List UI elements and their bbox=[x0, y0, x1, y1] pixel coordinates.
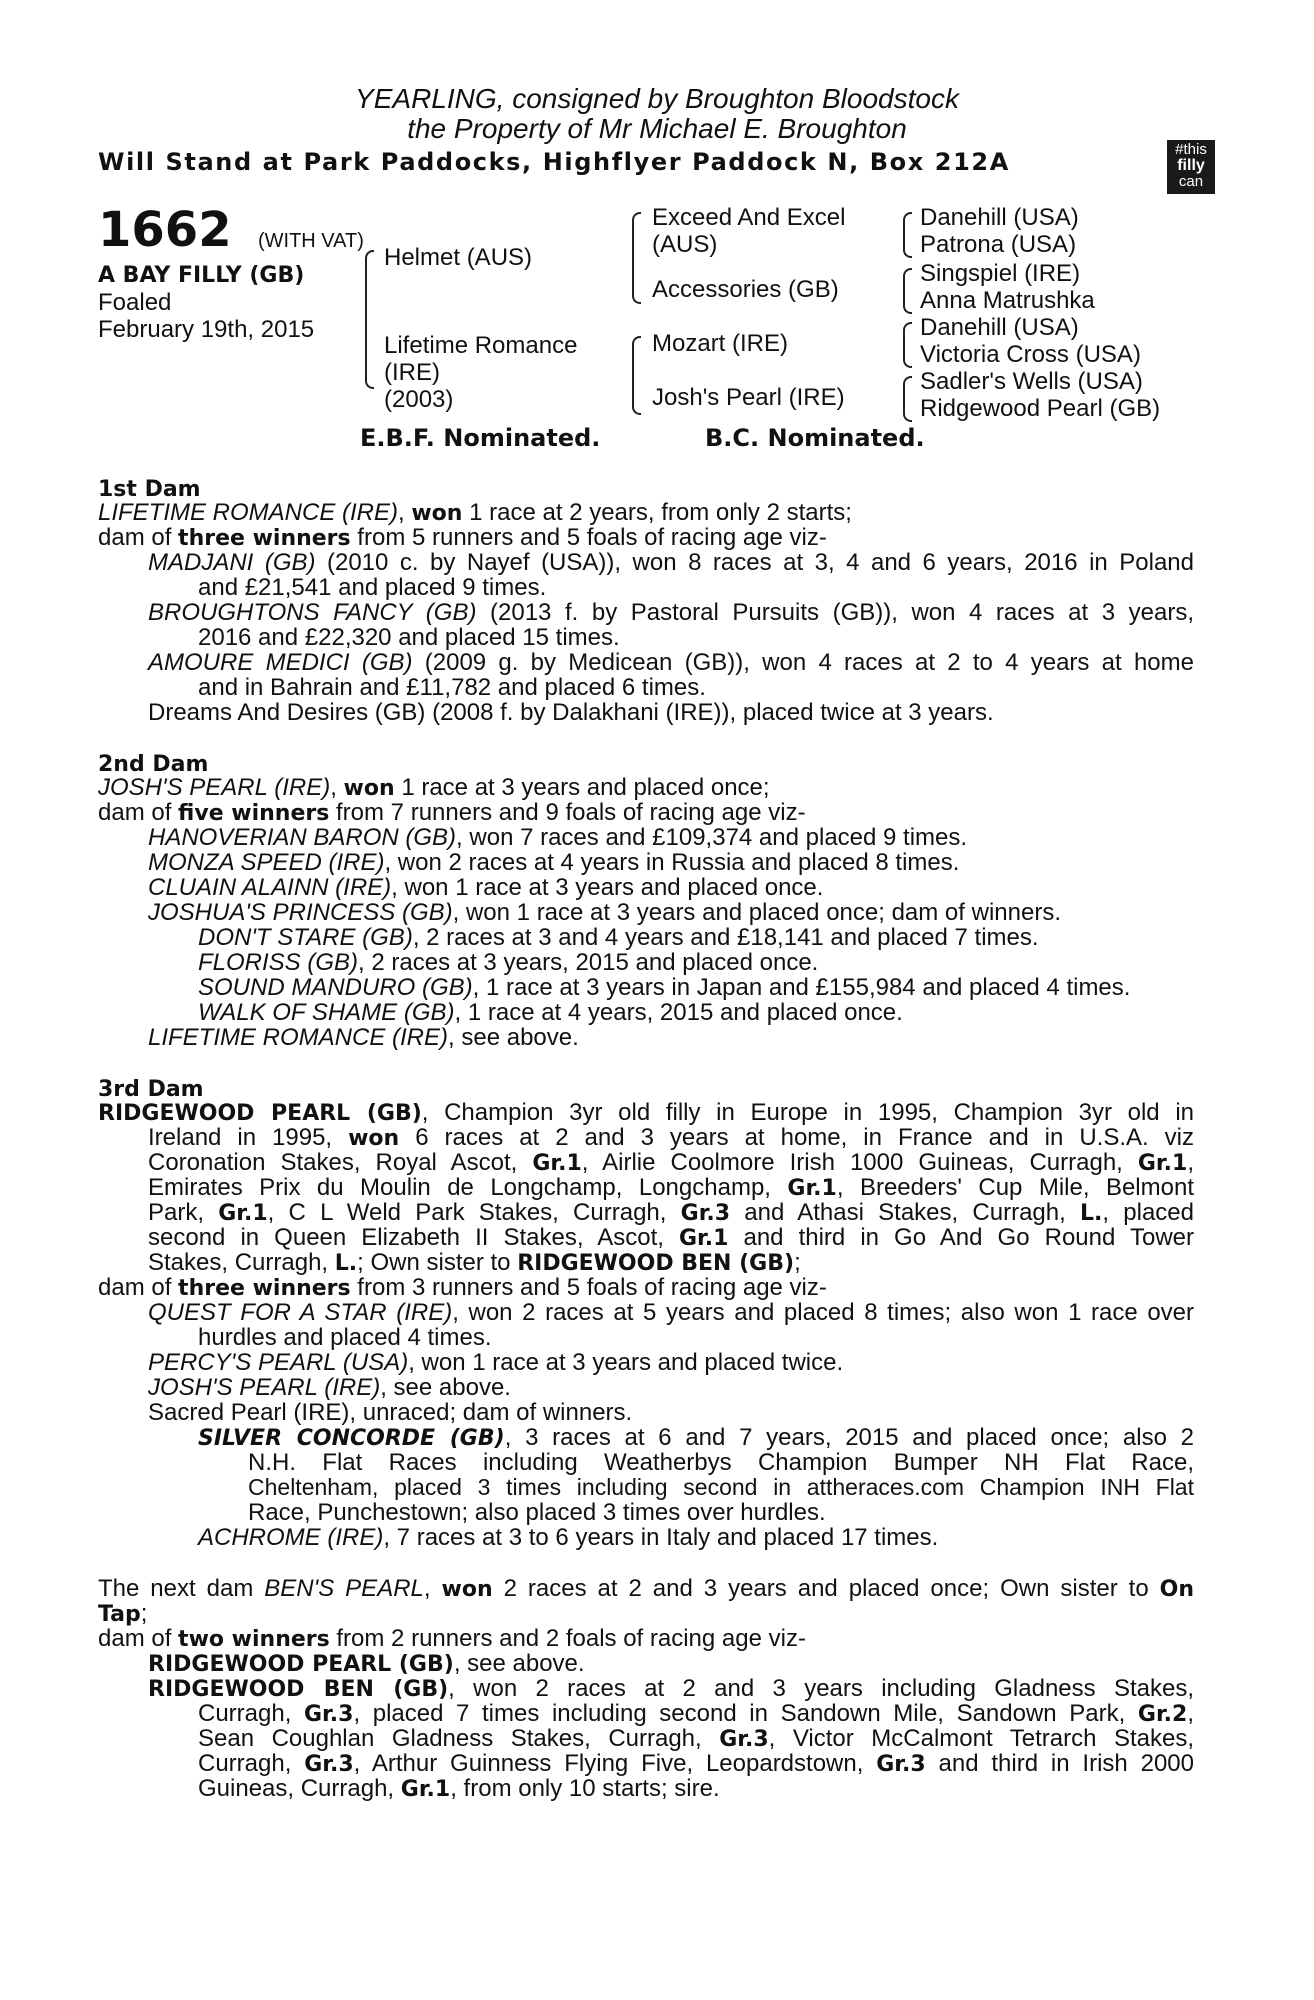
pedigree-brace bbox=[632, 212, 641, 304]
sire-dam: Accessories (GB) bbox=[652, 276, 839, 303]
pedigree-brace bbox=[903, 376, 912, 422]
offspring-entry: Sacred Pearl (IRE), unraced; dam of winners. bbox=[148, 1399, 633, 1426]
dam-summary-cont: Stakes, Curragh, L.; Own sister to RIDGEWOOD BEN (GB); bbox=[148, 1249, 801, 1276]
logo-text-2: filly bbox=[1177, 157, 1205, 174]
offspring-entry: RIDGEWOOD PEARL (GB), see above. bbox=[148, 1650, 585, 1677]
grandparent-1: Danehill (USA) bbox=[920, 204, 1079, 231]
grandparent-4: Anna Matrushka bbox=[920, 287, 1095, 314]
offspring-entry-cont: and £21,541 and placed 9 times. bbox=[198, 574, 547, 601]
foaled-date: February 19th, 2015 bbox=[98, 316, 315, 343]
dam-summary-cont: Ireland in 1995, won 6 races at 2 and 3 years at home, in France and in U.S.A. viz bbox=[148, 1124, 1195, 1151]
offspring-entry: AMOURE MEDICI (GB) (2009 g. by Medicean (GB)), won 4 races at 2 to 4 years at home bbox=[148, 649, 1194, 676]
pedigree-brace bbox=[365, 250, 374, 389]
grandparent-3: Singspiel (IRE) bbox=[920, 260, 1081, 287]
offspring-entry-cont: Curragh, Gr.3, placed 7 times including second in Sandown Mile, Sandown Park, Gr.2, bbox=[198, 1700, 1195, 1727]
dam-year: (2003) bbox=[384, 386, 454, 413]
grand-offspring-entry-cont: N.H. Flat Races including Weatherbys Champion Bumper NH Flat Race, bbox=[248, 1449, 1194, 1476]
offspring-entry: BROUGHTONS FANCY (GB) (2013 f. by Pastoral Pursuits (GB)), won 4 races at 3 years, bbox=[148, 599, 1194, 626]
offspring-entry-cont: 2016 and £22,320 and placed 15 times. bbox=[198, 624, 620, 651]
grand-offspring-entry: FLORISS (GB), 2 races at 3 years, 2015 and placed once. bbox=[198, 949, 819, 976]
offspring-entry: JOSHUA'S PRINCESS (GB), won 1 race at 3 years and placed once; dam of winners. bbox=[148, 899, 1061, 926]
next-dam-summary: The next dam BEN'S PEARL, won 2 races at 2 and 3 years and placed once; Own sister to On bbox=[98, 1575, 1195, 1602]
offspring-entry-cont: Curragh, Gr.3, Arthur Guinness Flying Five, Leopardstown, Gr.3 and third in Irish 2000 bbox=[198, 1750, 1194, 1777]
offspring-entry: CLUAIN ALAINN (IRE), won 1 race at 3 years and placed once. bbox=[148, 874, 824, 901]
offspring-entry: MADJANI (GB) (2010 c. by Nayef (USA)), won 8 races at 3, 4 and 6 years, 2016 in Poland bbox=[148, 549, 1194, 576]
pedigree-brace bbox=[632, 336, 641, 415]
offspring-entry: PERCY'S PEARL (USA), won 1 race at 3 years and placed twice. bbox=[148, 1349, 844, 1376]
grandparent-7: Sadler's Wells (USA) bbox=[920, 368, 1143, 395]
grand-offspring-entry: SILVER CONCORDE (GB), 3 races at 6 and 7 years, 2015 and placed once; also 2 bbox=[198, 1424, 1194, 1451]
grand-offspring-entry: WALK OF SHAME (GB), 1 race at 4 years, 2015 and placed once. bbox=[198, 999, 903, 1026]
dam-summary-cont: second in Queen Elizabeth II Stakes, Ascot, Gr.1 and third in Go And Go Round Tower bbox=[148, 1224, 1194, 1251]
offspring-entry: JOSH'S PEARL (IRE), see above. bbox=[148, 1374, 511, 1401]
dam-summary-cont: Emirates Prix du Moulin de Longchamp, Longchamp, Gr.1, Breeders' Cup Mile, Belmont bbox=[148, 1174, 1194, 1201]
dam-produce-summary: dam of five winners from 7 runners and 9 foals of racing age viz- bbox=[98, 799, 806, 826]
offspring-entry: QUEST FOR A STAR (IRE), won 2 races at 5 years and placed 8 times; also won 1 race over bbox=[148, 1299, 1195, 1326]
dam-summary-cont: Park, Gr.1, C L Weld Park Stakes, Curragh, Gr.3 and Athasi Stakes, Curragh, L., placed bbox=[148, 1199, 1194, 1226]
dam-country: (IRE) bbox=[384, 359, 440, 386]
this-filly-can-logo bbox=[1167, 140, 1215, 194]
dam-produce-summary: dam of three winners from 3 runners and 5 foals of racing age viz- bbox=[98, 1274, 827, 1301]
grand-offspring-entry-cont: Cheltenham, placed 3 times including second in attheraces.com Champion INH Flat bbox=[248, 1474, 1194, 1500]
consignor-line: YEARLING, consigned by Broughton Bloodstock bbox=[355, 83, 959, 114]
section-heading: 3rd Dam bbox=[98, 1077, 204, 1102]
dam-produce-summary: dam of two winners from 2 runners and 2 foals of racing age viz- bbox=[98, 1625, 806, 1652]
foaled-label: Foaled bbox=[98, 289, 172, 316]
lot-description: A BAY FILLY (GB) bbox=[98, 263, 305, 288]
property-line: the Property of Mr Michael E. Broughton bbox=[407, 113, 907, 144]
grandparent-8: Ridgewood Pearl (GB) bbox=[920, 395, 1161, 422]
sire-sire: Exceed And Excel bbox=[652, 204, 846, 231]
stand-location: Will Stand at Park Paddocks, Highflyer Paddock N, Box 212A bbox=[98, 148, 1010, 176]
pedigree-brace bbox=[903, 268, 912, 314]
logo-text-1: #this bbox=[1175, 141, 1207, 158]
dam-dam: Josh's Pearl (IRE) bbox=[652, 384, 845, 411]
offspring-entry: RIDGEWOOD BEN (GB), won 2 races at 2 and 3 years including Gladness Stakes, bbox=[148, 1675, 1194, 1702]
offspring-entry: LIFETIME ROMANCE (IRE), see above. bbox=[148, 1024, 579, 1051]
lot-number: 1662 bbox=[98, 202, 232, 258]
dam-summary: JOSH'S PEARL (IRE), won 1 race at 3 years and placed once; bbox=[98, 774, 770, 801]
offspring-entry-cont: hurdles and placed 4 times. bbox=[198, 1324, 492, 1351]
pedigree-brace bbox=[903, 322, 912, 368]
grandparent-2: Patrona (USA) bbox=[920, 231, 1077, 258]
next-dam-summary-cont: Tap; bbox=[98, 1600, 148, 1627]
grand-offspring-entry: SOUND MANDURO (GB), 1 race at 3 years in Japan and £155,984 and placed 4 times. bbox=[198, 974, 1131, 1001]
offspring-entry-cont: Sean Coughlan Gladness Stakes, Curragh, Gr.3, Victor McCalmont Tetrarch Stakes, bbox=[198, 1725, 1194, 1752]
dam-sire: Mozart (IRE) bbox=[652, 330, 789, 357]
dam-summary-cont: Coronation Stakes, Royal Ascot, Gr.1, Airlie Coolmore Irish 1000 Guineas, Curragh, Gr.1, bbox=[148, 1149, 1194, 1176]
bc-nominated: B.C. Nominated. bbox=[705, 424, 925, 452]
offspring-entry: MONZA SPEED (IRE), won 2 races at 4 years in Russia and placed 8 times. bbox=[148, 849, 960, 876]
vat-note: (WITH VAT) bbox=[258, 230, 364, 252]
ebf-nominated: E.B.F. Nominated. bbox=[360, 424, 601, 452]
dam-name: Lifetime Romance bbox=[384, 332, 578, 359]
offspring-entry: Dreams And Desires (GB) (2008 f. by Dalakhani (IRE)), placed twice at 3 years. bbox=[148, 699, 994, 726]
sire: Helmet (AUS) bbox=[384, 244, 533, 271]
grand-offspring-entry-cont: Race, Punchestown; also placed 3 times over hurdles. bbox=[248, 1499, 826, 1526]
grand-offspring-entry: ACHROME (IRE), 7 races at 3 to 6 years in Italy and placed 17 times. bbox=[198, 1524, 939, 1551]
grandparent-5: Danehill (USA) bbox=[920, 314, 1079, 341]
offspring-entry-cont: Guineas, Curragh, Gr.1, from only 10 starts; sire. bbox=[198, 1775, 720, 1802]
section-heading: 1st Dam bbox=[98, 477, 201, 502]
offspring-entry: HANOVERIAN BARON (GB), won 7 races and £109,374 and placed 9 times. bbox=[148, 824, 968, 851]
offspring-entry-cont: and in Bahrain and £11,782 and placed 6 times. bbox=[198, 674, 706, 701]
logo-text-3: can bbox=[1178, 173, 1204, 190]
sire-sire-country: (AUS) bbox=[652, 231, 718, 258]
dam-summary: LIFETIME ROMANCE (IRE), won 1 race at 2 years, from only 2 starts; bbox=[98, 499, 852, 526]
dam-summary: RIDGEWOOD PEARL (GB), Champion 3yr old filly in Europe in 1995, Champion 3yr old in bbox=[98, 1099, 1194, 1126]
grandparent-6: Victoria Cross (USA) bbox=[920, 341, 1141, 368]
section-heading: 2nd Dam bbox=[98, 752, 209, 777]
dam-produce-summary: dam of three winners from 5 runners and 5 foals of racing age viz- bbox=[98, 524, 827, 551]
pedigree-brace bbox=[903, 212, 912, 258]
grand-offspring-entry: DON'T STARE (GB), 2 races at 3 and 4 years and £18,141 and placed 7 times. bbox=[198, 924, 1039, 951]
